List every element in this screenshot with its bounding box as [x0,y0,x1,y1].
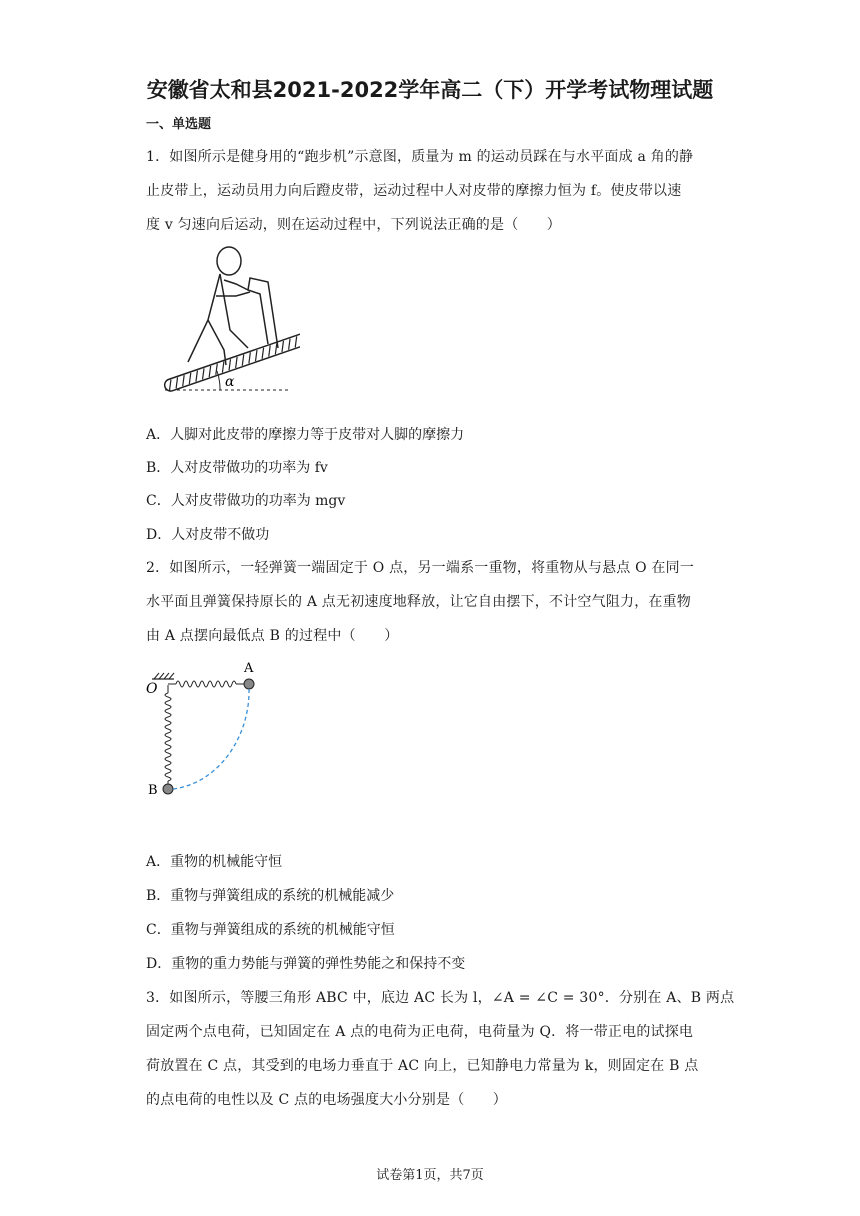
section-heading: 一、单选题 [146,117,212,132]
q1-option-d: D．人对皮带不做功 [146,527,270,543]
treadmill-figure [150,240,300,400]
q1-option-b: B．人对皮带做功的功率为 fv [146,460,328,476]
q2-line-1: 2．如图所示，一轻弹簧一端固定于 O 点，另一端系一重物，将重物从与悬点 O 在同一 [146,560,695,576]
q1-option-c: C．人对皮带做功的功率为 mgv [146,493,346,509]
page-title: 安徽省太和县2021-2022学年高二（下）开学考试物理试题 [146,78,714,102]
q3-line-2: 固定两个点电荷，已知固定在 A 点的电荷为正电荷，电荷量为 Q．将一带正电的试探电 [146,1024,694,1040]
q2-option-c: C．重物与弹簧组成的系统的机械能守恒 [146,922,395,938]
q1-line-1: 1．如图所示是健身用的“跑步机”示意图，质量为 m 的运动员踩在与水平面成 a 角的静 [146,149,694,165]
angle-label: α [225,374,235,390]
label-a: A [244,661,254,676]
label-b: B [148,783,158,798]
q2-line-2: 水平面且弹簧保持原长的 A 点无初速度地释放，让它自由摆下，不计空气阻力，在重物 [146,594,692,610]
q1-option-a: A．人脚对此皮带的摩擦力等于皮带对人脚的摩擦力 [146,427,465,443]
q2-option-d: D．重物的重力势能与弹簧的弹性势能之和保持不变 [146,956,466,972]
q2-line-3: 由 A 点摆向最低点 B 的过程中（ ） [146,628,399,644]
q3-line-3: 荷放置在 C 点，其受到的电场力垂直于 AC 向上，已知静电力常量为 k，则固定在 B 点 [146,1058,699,1074]
q1-line-2: 止皮带上，运动员用力向后蹬皮带，运动过程中人对皮带的摩擦力恒为 f。使皮带以速 [146,183,682,199]
q3-line-1: 3．如图所示，等腰三角形 ABC 中，底边 AC 长为 l，∠A = ∠C = 30°．分别在 A、B 两点 [146,990,735,1006]
q2-option-a: A．重物的机械能守恒 [146,854,283,870]
q3-line-4: 的点电荷的电性以及 C 点的电场强度大小分别是（ ） [146,1092,508,1108]
q1-line-3: 度 v 匀速向后运动，则在运动过程中，下列说法正确的是（ ） [146,217,562,233]
label-o: O [146,681,158,697]
page-footer: 试卷第1页，共7页 [376,1168,484,1183]
spring-pendulum-figure [140,655,270,805]
q2-option-b: B．重物与弹簧组成的系统的机械能减少 [146,888,395,904]
